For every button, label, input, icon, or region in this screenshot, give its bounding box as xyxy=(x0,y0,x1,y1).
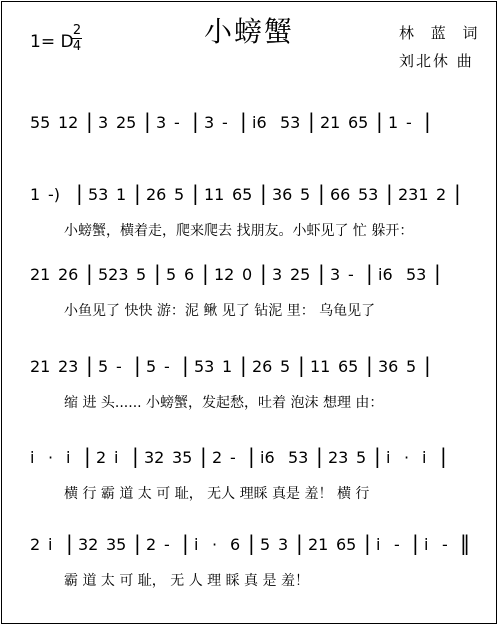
note-group: 5 xyxy=(260,535,271,554)
note-group: i6 xyxy=(260,448,275,467)
song-title: 小螃蟹 xyxy=(203,15,294,48)
barline: | xyxy=(366,261,373,285)
barline: | xyxy=(364,531,371,555)
barline: | xyxy=(248,444,255,468)
note-group: 66 xyxy=(330,185,351,204)
note-group: 26 xyxy=(252,357,273,376)
note-group: - xyxy=(394,535,400,554)
notation-line xyxy=(2,252,498,292)
note-group: 3 xyxy=(204,113,215,132)
barline: ‖ xyxy=(460,531,470,555)
barline: | xyxy=(86,353,93,377)
note-group: i6 xyxy=(252,113,267,132)
note-group: i xyxy=(194,535,199,554)
note-group: 2 xyxy=(212,448,223,467)
lyric-line: 缩 进 头...... 小螃蟹，发起愁，吐着 泡沫 想理 由： xyxy=(64,395,384,411)
note-group: - xyxy=(174,113,180,132)
note-group: 36 xyxy=(378,357,399,376)
score-row xyxy=(2,100,496,178)
note-group: 65 xyxy=(232,185,253,204)
lyric-line: 小螃蟹，横着走，爬来爬去 找朋友。小虾见了 忙 躲开： xyxy=(64,223,414,239)
barline: | xyxy=(318,181,325,205)
score-row xyxy=(2,344,496,422)
barline: | xyxy=(260,261,267,285)
note-group: 53 xyxy=(406,265,427,284)
note-group: 36 xyxy=(272,185,293,204)
note-group: 12 xyxy=(58,113,79,132)
note-group: 11 xyxy=(204,185,225,204)
note-group: 6 xyxy=(230,535,241,554)
barline: | xyxy=(454,181,461,205)
barline: | xyxy=(248,531,255,555)
note-group: 26 xyxy=(146,185,167,204)
notation-line xyxy=(2,522,498,562)
score-row xyxy=(2,252,496,330)
note-group: 35 xyxy=(106,535,127,554)
note-group: i xyxy=(424,535,429,554)
note-group: 5 xyxy=(136,265,147,284)
barline: | xyxy=(260,181,267,205)
lyric-line: 横 行 霸 道 太 可 耻， 无人 理睬 真是 羞！ 横 行 xyxy=(64,486,370,502)
note-group: 0 xyxy=(242,265,253,284)
barline: | xyxy=(192,109,199,133)
barline: | xyxy=(316,444,323,468)
note-group: 11 xyxy=(310,357,331,376)
time-signature-bottom: 4 xyxy=(72,39,82,54)
note-group: 53 xyxy=(194,357,215,376)
note-group: 53 xyxy=(88,185,109,204)
note-group: 5 xyxy=(174,185,185,204)
barline: | xyxy=(440,444,447,468)
lyricist-credit: 林 蓝 词 xyxy=(399,24,484,42)
note-group: - xyxy=(164,535,170,554)
barline: | xyxy=(86,261,93,285)
note-group: 5 xyxy=(166,265,177,284)
barline: | xyxy=(182,353,189,377)
notation-line xyxy=(2,100,498,140)
barline: | xyxy=(134,353,141,377)
note-group: 3 xyxy=(272,265,283,284)
barline: | xyxy=(134,531,141,555)
note-group: 231 xyxy=(398,185,429,204)
barline: | xyxy=(366,353,373,377)
note-group: 1 xyxy=(388,113,399,132)
note-group: 5 xyxy=(300,185,311,204)
barline: | xyxy=(298,353,305,377)
notation-line xyxy=(2,172,498,212)
note-group: 5 xyxy=(406,357,417,376)
note-group: 2 xyxy=(436,185,447,204)
time-signature xyxy=(72,24,82,53)
note-group: · xyxy=(404,448,410,467)
note-group: - xyxy=(406,113,412,132)
note-group: -) xyxy=(48,185,61,204)
time-signature-top: 2 xyxy=(72,23,82,38)
note-group: 25 xyxy=(116,113,137,132)
note-group: 1 xyxy=(30,185,41,204)
barline: | xyxy=(412,531,419,555)
notation-line xyxy=(2,435,498,475)
barline: | xyxy=(134,181,141,205)
note-group: 53 xyxy=(358,185,379,204)
note-group: - xyxy=(442,535,448,554)
barline: | xyxy=(308,109,315,133)
note-group: 5 xyxy=(146,357,157,376)
barline: | xyxy=(424,109,431,133)
note-group: 5 xyxy=(280,357,291,376)
note-group: 23 xyxy=(58,357,79,376)
barline: | xyxy=(374,444,381,468)
note-group: i xyxy=(30,448,35,467)
note-group: 523 xyxy=(98,265,129,284)
key-signature: 1= D xyxy=(30,32,74,52)
note-group: i xyxy=(114,448,119,467)
note-group: 12 xyxy=(214,265,235,284)
note-group: i xyxy=(376,535,381,554)
note-group: i xyxy=(66,448,71,467)
score-row xyxy=(2,172,496,250)
barline: | xyxy=(386,181,393,205)
barline: | xyxy=(240,109,247,133)
score-row xyxy=(2,435,496,513)
note-group: 53 xyxy=(288,448,309,467)
note-group: 35 xyxy=(172,448,193,467)
note-group: 65 xyxy=(336,535,357,554)
barline: | xyxy=(202,261,209,285)
lyric-line: 小鱼见了 快快 游：泥 鳅 见了 钻泥 里： 乌龟见了 xyxy=(64,303,376,319)
note-group: 5 xyxy=(98,357,109,376)
barline: | xyxy=(296,531,303,555)
note-group: 21 xyxy=(30,265,51,284)
barline: | xyxy=(424,353,431,377)
note-group: 25 xyxy=(290,265,311,284)
note-group: 53 xyxy=(280,113,301,132)
note-group: 65 xyxy=(348,113,369,132)
barline: | xyxy=(318,261,325,285)
note-group: 3 xyxy=(98,113,109,132)
note-group: 6 xyxy=(184,265,195,284)
barline: | xyxy=(192,181,199,205)
note-group: 23 xyxy=(328,448,349,467)
note-group: 1 xyxy=(116,185,127,204)
barline: | xyxy=(84,444,91,468)
note-group: - xyxy=(230,448,236,467)
note-group: 65 xyxy=(338,357,359,376)
note-group: 21 xyxy=(308,535,329,554)
barline: | xyxy=(132,444,139,468)
score-page xyxy=(1,1,497,624)
notation-line xyxy=(2,344,498,384)
note-group: 5 xyxy=(356,448,367,467)
note-group: - xyxy=(348,265,354,284)
barline: | xyxy=(144,109,151,133)
note-group: · xyxy=(212,535,218,554)
note-group: 2 xyxy=(96,448,107,467)
barline: | xyxy=(76,181,83,205)
note-group: · xyxy=(48,448,54,467)
note-group: 32 xyxy=(78,535,99,554)
barline: | xyxy=(240,353,247,377)
note-group: 2 xyxy=(30,535,41,554)
barline: | xyxy=(200,444,207,468)
score-row xyxy=(2,522,496,600)
note-group: - xyxy=(116,357,122,376)
note-group: 3 xyxy=(330,265,341,284)
note-group: i xyxy=(48,535,53,554)
note-group: i xyxy=(386,448,391,467)
composer-credit: 刘北休 曲 xyxy=(399,52,474,70)
note-group: 1 xyxy=(222,357,233,376)
barline: | xyxy=(154,261,161,285)
note-group: 2 xyxy=(146,535,157,554)
note-group: i xyxy=(422,448,427,467)
barline: | xyxy=(66,531,73,555)
barline: | xyxy=(86,109,93,133)
note-group: 26 xyxy=(58,265,79,284)
barline: | xyxy=(182,531,189,555)
note-group: 21 xyxy=(320,113,341,132)
barline: | xyxy=(434,261,441,285)
note-group: 3 xyxy=(156,113,167,132)
note-group: 55 xyxy=(30,113,51,132)
note-group: 3 xyxy=(278,535,289,554)
lyric-line: 霸 道 太 可 耻， 无 人 理 睬 真 是 羞！ xyxy=(64,573,309,589)
barline: | xyxy=(376,109,383,133)
note-group: - xyxy=(164,357,170,376)
note-group: - xyxy=(222,113,228,132)
note-group: i6 xyxy=(378,265,393,284)
note-group: 21 xyxy=(30,357,51,376)
note-group: 32 xyxy=(144,448,165,467)
